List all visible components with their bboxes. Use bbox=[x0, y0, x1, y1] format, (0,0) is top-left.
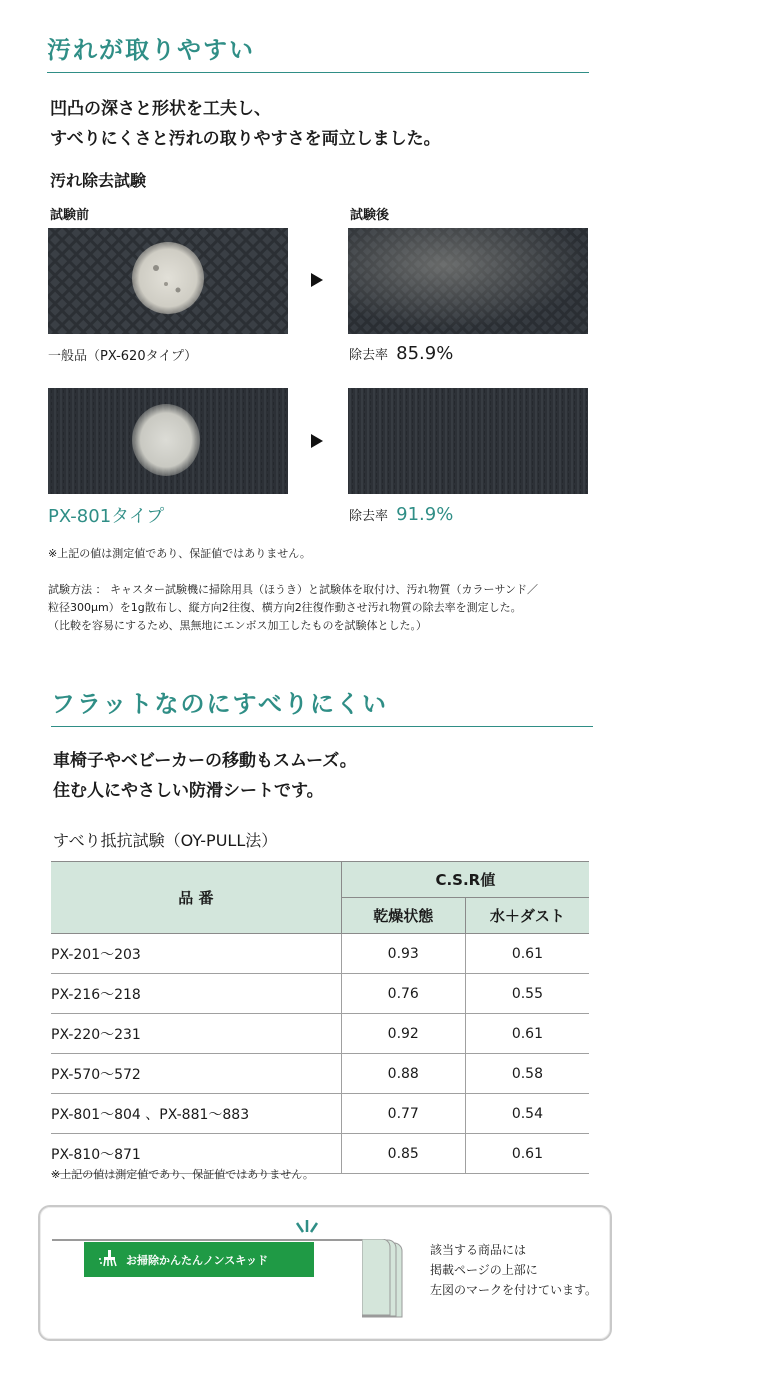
removal-rate-value: 85.9% bbox=[396, 343, 454, 364]
table-row bbox=[51, 1014, 589, 1054]
photo-general-before bbox=[48, 228, 288, 334]
stacked-pages-icon bbox=[362, 1239, 412, 1323]
mark-description-line-1: 該当する商品には bbox=[430, 1243, 527, 1257]
cell-wet: 0.54 bbox=[465, 1094, 589, 1134]
non-skid-badge bbox=[84, 1242, 314, 1277]
cell-wet: 0.61 bbox=[465, 1134, 589, 1174]
cell-product: PX-810〜871 bbox=[51, 1134, 341, 1174]
lead-text-line-2: すべりにくさと汚れの取りやすさを両立しました。 bbox=[50, 129, 441, 149]
photo-px801-before bbox=[48, 388, 288, 494]
lead-text-line-1: 車椅子やベビーカーの移動もスムーズ。 bbox=[53, 751, 357, 771]
csr-table bbox=[51, 861, 589, 1174]
cell-dry: 0.76 bbox=[341, 974, 465, 1014]
cell-dry: 0.93 bbox=[341, 934, 465, 974]
product-label-px801: PX-801タイプ bbox=[48, 506, 165, 527]
arrow-right-icon bbox=[311, 273, 323, 287]
mark-description-line-2: 掲載ページの上部に bbox=[430, 1263, 538, 1277]
lead-text-line-1: 凹凸の深さと形状を工夫し、 bbox=[50, 99, 271, 119]
removal-rate-label: 除去率 bbox=[349, 348, 389, 363]
cell-dry: 0.77 bbox=[341, 1094, 465, 1134]
table-row bbox=[51, 934, 589, 974]
mark-description bbox=[430, 1240, 597, 1300]
method-line-3: （比較を容易にするため、黒無地にエンボス加工したものを試験体とした。） bbox=[48, 619, 428, 632]
photo-general-after bbox=[348, 228, 588, 334]
product-label-general: 一般品（PX-620タイプ） bbox=[48, 349, 198, 364]
cell-product: PX-801〜804 、PX-881〜883 bbox=[51, 1094, 341, 1134]
removal-rate-px801 bbox=[349, 504, 453, 525]
col-header-wet: 水＋ダスト bbox=[465, 898, 589, 934]
stain-test-title: 汚れ除去試験 bbox=[50, 171, 147, 190]
removal-rate-label: 除去率 bbox=[349, 509, 389, 524]
col-header-csr: C.S.R値 bbox=[341, 862, 589, 898]
table-row bbox=[51, 1094, 589, 1134]
slip-test-title: すべり抵抗試験（OY-PULL法） bbox=[53, 831, 278, 850]
broom-icon bbox=[98, 1249, 120, 1270]
table-row bbox=[51, 1054, 589, 1094]
note-measured-values: ※上記の値は測定値であり、保証値ではありません。 bbox=[48, 547, 311, 560]
section-title-stain: 汚れが取りやすい bbox=[47, 36, 255, 64]
method-line-1: 試験方法 ： キャスター試験機に掃除用具（ほうき）と試験体を取付け、汚れ物質（カラーサンド／ bbox=[48, 583, 538, 596]
cell-wet: 0.58 bbox=[465, 1054, 589, 1094]
section-divider bbox=[47, 72, 589, 73]
method-line-2: 粒径300μm）を1g散布し、縦方向2往復、横方向2往復作動させ汚れ物質の除去率を測定した。 bbox=[48, 601, 522, 614]
cell-product: PX-220〜231 bbox=[51, 1014, 341, 1054]
section-divider bbox=[51, 726, 593, 727]
after-label: 試験後 bbox=[350, 208, 390, 223]
cell-dry: 0.85 bbox=[341, 1134, 465, 1174]
photo-px801-after bbox=[348, 388, 588, 494]
badge-label: お掃除かんたんノンスキッド bbox=[126, 1253, 269, 1267]
cell-product: PX-201〜203 bbox=[51, 934, 341, 974]
cell-dry: 0.92 bbox=[341, 1014, 465, 1054]
cell-wet: 0.55 bbox=[465, 974, 589, 1014]
cell-wet: 0.61 bbox=[465, 934, 589, 974]
mark-description-line-3: 左図のマークを付けています。 bbox=[430, 1283, 598, 1297]
highlight-rays-icon bbox=[292, 1218, 322, 1242]
note-measured-values: ※上記の値は測定値であり、保証値ではありません。 bbox=[51, 1168, 314, 1181]
section-title-slip: フラットなのにすべりにくい bbox=[51, 690, 389, 718]
table-row bbox=[51, 974, 589, 1014]
cell-wet: 0.61 bbox=[465, 1014, 589, 1054]
before-label: 試験前 bbox=[50, 208, 90, 223]
lead-text-line-2: 住む人にやさしい防滑シートです。 bbox=[53, 781, 324, 801]
removal-rate-value: 91.9% bbox=[396, 504, 454, 525]
removal-rate-general bbox=[349, 343, 453, 364]
arrow-right-icon bbox=[311, 434, 323, 448]
cell-dry: 0.88 bbox=[341, 1054, 465, 1094]
cell-product: PX-216〜218 bbox=[51, 974, 341, 1014]
col-header-dry: 乾燥状態 bbox=[341, 898, 465, 934]
cell-product: PX-570〜572 bbox=[51, 1054, 341, 1094]
col-header-product: 品 番 bbox=[51, 862, 341, 934]
